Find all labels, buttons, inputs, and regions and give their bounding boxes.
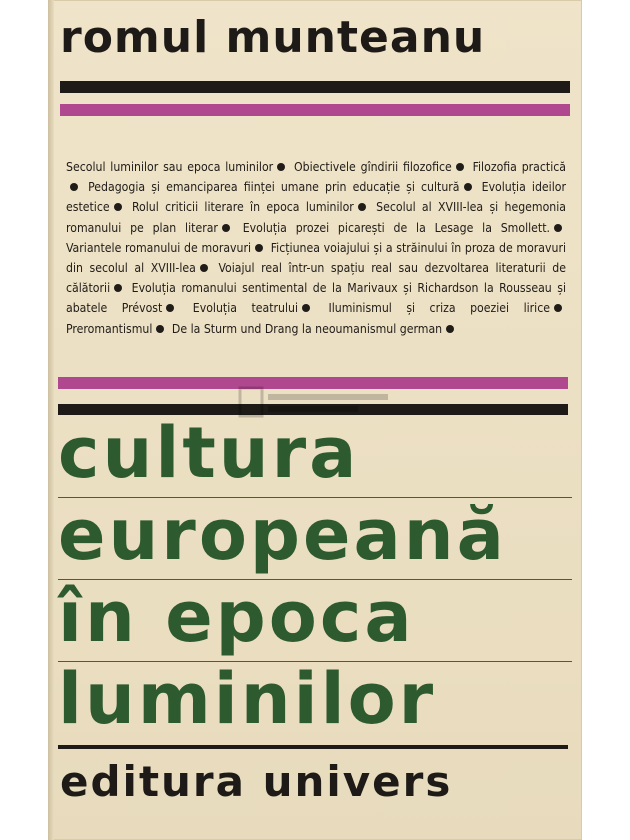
bullet-icon [166, 304, 174, 312]
title-line-text: în epoca [58, 576, 415, 658]
contents-item: Secolul al XVIII-lea și hegemonia romanului pe plan literar [66, 200, 567, 235]
title-line [58, 576, 578, 664]
contents-list [66, 157, 566, 339]
contents-item: Evoluția ideilor estetice [66, 180, 566, 215]
watermark-logo-icon [238, 384, 398, 420]
contents-item: Filozofia practică [472, 160, 567, 174]
title-line [58, 494, 578, 582]
bullet-icon [222, 224, 230, 232]
contents-item: Preromantismul [66, 321, 153, 336]
publisher-name: editura univers [60, 757, 453, 806]
bullet-icon [456, 163, 464, 171]
contents-item: Voiajul real într-un spațiu real sau dezvoltarea literaturii de călătorii [66, 261, 566, 296]
title-line-text: luminilor [58, 658, 437, 740]
contents-item: De la Sturm und Drang la neoumanismul german [171, 321, 443, 336]
bullet-icon [70, 183, 78, 191]
bullet-icon [200, 264, 208, 272]
black-stripe-top [60, 81, 570, 93]
bullet-icon [464, 183, 472, 191]
black-stripe-bottom [58, 745, 568, 749]
magenta-stripe-top [60, 104, 570, 116]
contents-item: Rolul criticii literare în epoca luminilor [131, 200, 354, 215]
contents-item: Evoluția prozei picarești de la Lesage la Smollett. [242, 220, 550, 235]
contents-item: Evoluția romanului sentimental de la Marivaux și Richardson la Rousseau și abatele Prévost [66, 281, 567, 316]
contents-item: Obiectivele gîndirii filozofice [294, 160, 452, 174]
contents-item: Ficțiunea voiajului și a străinului în proza de moravuri din secolul al XVIII-lea [66, 240, 566, 276]
bullet-icon [554, 224, 562, 232]
contents-item: Secolul luminilor sau epoca luminilor [66, 160, 274, 174]
book-title [58, 412, 578, 746]
title-line-text: europeană [58, 494, 507, 576]
bullet-icon [114, 203, 122, 211]
book-cover [48, 0, 582, 840]
contents-item: Variantele romanului de moravuri [66, 240, 252, 255]
cover-edge-shadow [48, 0, 54, 840]
contents-item: Evoluția teatrului [192, 301, 299, 316]
bullet-icon [446, 325, 454, 333]
author-name: romul munteanu [60, 12, 486, 63]
bullet-icon [302, 304, 310, 312]
bullet-icon [554, 304, 562, 312]
title-line-text: cultura [58, 412, 360, 494]
bullet-icon [156, 325, 164, 333]
bullet-icon [358, 203, 366, 211]
bullet-icon [255, 244, 263, 252]
bullet-icon [114, 284, 122, 292]
title-line [58, 658, 578, 746]
title-line [58, 412, 578, 500]
contents-item: Iluminismul și criza poeziei lirice [328, 301, 550, 316]
bullet-icon [277, 163, 285, 171]
contents-item: Pedagogia și emanciparea ființei umane prin educație și cultură [88, 180, 460, 195]
